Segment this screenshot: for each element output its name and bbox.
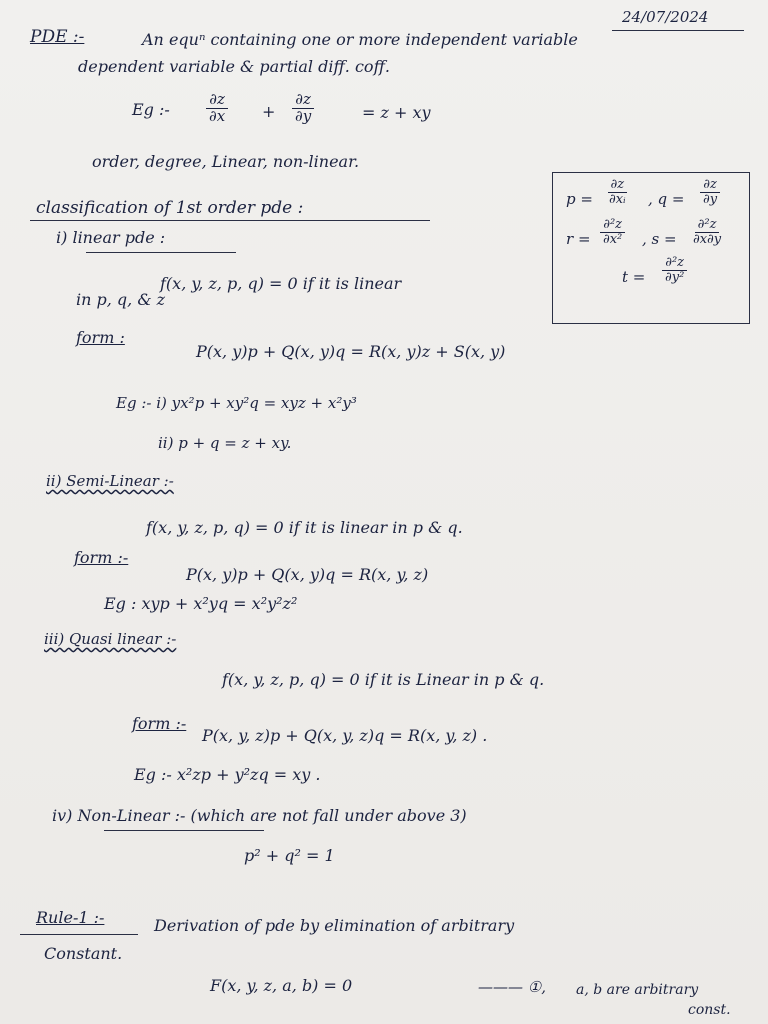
classification-heading-underline — [30, 220, 430, 221]
r-label: r = — [566, 230, 591, 248]
rule1-equation-tag: ——— ①, — [478, 978, 546, 996]
semi-linear-condition: f(x, y, z, p, q) = 0 if it is linear in p & q. — [146, 518, 463, 537]
rule1-underline — [20, 934, 138, 935]
r-frac — [600, 218, 625, 246]
non-linear-label: iv) Non-Linear :- (which are not fall under above 3) — [52, 806, 467, 825]
classification-heading: classification of 1st order pde : — [36, 198, 304, 218]
q-num: ∂z — [700, 178, 720, 193]
s-frac — [690, 218, 724, 246]
pde-eg-label: Eg :- — [132, 100, 170, 119]
pde-terms: order, degree, Linear, non-linear. — [92, 152, 360, 171]
linear-eg2: ii) p + q = z + xy. — [158, 434, 292, 452]
quasi-linear-form: P(x, y, z)p + Q(x, y, z)q = R(x, y, z) . — [202, 726, 488, 745]
p-label: p = — [566, 190, 593, 208]
linear-form-label: form : — [76, 328, 125, 347]
quasi-linear-condition: f(x, y, z, p, q) = 0 if it is Linear in p & q. — [222, 670, 545, 689]
non-linear-underline — [104, 830, 264, 831]
quasi-linear-label: iii) Quasi linear :- — [44, 630, 177, 648]
rule1-note2: const. — [688, 1002, 731, 1018]
linear-condition-vars: in p, q, & z — [76, 290, 166, 309]
pde-eg-frac-dz-dy — [292, 92, 314, 125]
t-den: ∂y² — [665, 269, 685, 285]
rule1-note: a, b are arbitrary — [576, 982, 699, 998]
date-underline — [612, 30, 744, 31]
p-den: ∂xᵢ — [609, 191, 626, 207]
s-num: ∂²z — [695, 218, 720, 233]
quasi-linear-eg: Eg :- x²zp + y²zq = xy . — [134, 765, 321, 784]
semi-linear-form-label: form :- — [74, 548, 129, 567]
linear-eg1: Eg :- i) yx²p + xy²q = xyz + x²y³ — [116, 394, 357, 412]
p-num: ∂z — [608, 178, 628, 193]
pde-eg-rhs: = z + xy — [362, 103, 431, 122]
linear-pde-label: i) linear pde : — [56, 228, 166, 247]
r-den: ∂x² — [603, 231, 623, 247]
rule1-equation: F(x, y, z, a, b) = 0 — [210, 976, 353, 995]
rule1-text2: Constant. — [44, 944, 123, 963]
s-label: , s = — [642, 230, 677, 248]
q-label: , q = — [648, 190, 685, 208]
rule1-label: Rule-1 :- — [36, 908, 105, 927]
semi-linear-form: P(x, y)p + Q(x, y)q = R(x, y, z) — [186, 565, 429, 584]
pde-eg-frac-dz-dx — [206, 92, 228, 125]
pde-definition-line2: dependent variable & partial diff. coff. — [78, 57, 390, 76]
r-num: ∂²z — [600, 218, 625, 233]
t-label: t = — [622, 268, 646, 286]
linear-form: P(x, y)p + Q(x, y)q = R(x, y)z + S(x, y) — [196, 342, 506, 361]
pde-eg-frac1-num: ∂z — [206, 92, 228, 109]
quasi-linear-form-label: form :- — [132, 714, 187, 733]
pde-eg-frac1-den: ∂x — [209, 106, 226, 125]
date: 24/07/2024 — [622, 8, 709, 26]
linear-condition: f(x, y, z, p, q) = 0 if it is linear — [160, 274, 402, 293]
p-frac — [606, 178, 629, 206]
pde-definition-line1: An equⁿ containing one or more independent variable — [142, 30, 578, 49]
s-den: ∂x∂y — [693, 231, 722, 247]
non-linear-eg: p² + q² = 1 — [244, 846, 335, 865]
linear-pde-underline — [86, 252, 236, 253]
t-frac — [662, 256, 687, 284]
semi-linear-label: ii) Semi-Linear :- — [46, 472, 174, 490]
pde-eg-frac2-den: ∂y — [295, 106, 312, 125]
pde-eg-plus: + — [262, 102, 276, 121]
q-frac — [700, 178, 720, 206]
semi-linear-eg: Eg : xyp + x²yq = x²y²z² — [104, 594, 298, 613]
t-num: ∂²z — [662, 256, 687, 271]
pde-eg-frac2-num: ∂z — [292, 92, 314, 109]
q-den: ∂y — [703, 191, 718, 207]
pde-title: PDE :- — [30, 27, 85, 47]
rule1-text: Derivation of pde by elimination of arbitrary — [154, 916, 515, 935]
